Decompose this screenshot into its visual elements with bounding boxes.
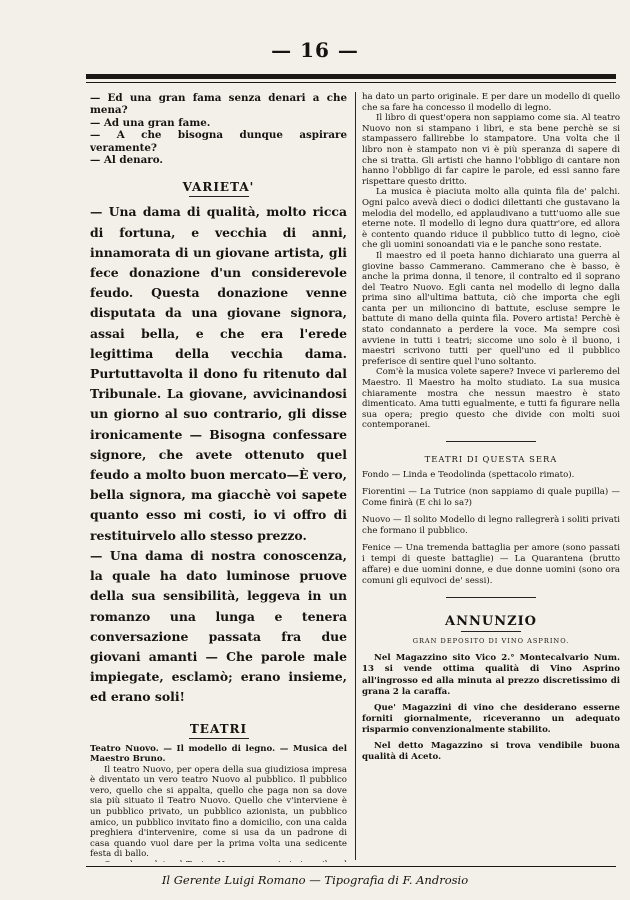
varieta-paragraph: — Una dama di nostra conoscenza, la quale ha dato luminose pruove della sua sensibilità, leggeva in un romanzo una lunga e tenera conversazione passata fra due giovani amanti — Che parole male impiegate, esclamò; erano insieme, ed erano soli! [90,547,347,705]
theatre-listing: Nuovo — Il solito Modello di legno rallegrerà i soliti privati che formano il pubblico. [362,515,620,536]
section-separator [446,441,536,442]
header-rule-thin [86,82,616,83]
heading-underline [461,631,521,632]
heading-underline [189,738,249,739]
theatre-listing: Fenice — Una tremenda battaglia per amore (sono passati i tempi di queste battaglie) — La Quarantena (brutto affare) e due uomini donne, e due donne uomini (sono ora comuni gli equivoci de' sessi). [362,543,620,586]
varieta-paragraph: — Una dama di qualità, molto ricca di fortuna, e vecchia di anni, innamorata di un giovane artista, gli fece donazione d'un considerevole feudo. Questa donazione venne disputata da una giovane signora, assai bella, e che era l'erede legittima della vecchia dama. Purtuttavolta il dono fu ritenuto dal Tribunale. La giovane, avvicinandosi un giorno al suo contrario, gli disse ironicamente — Bisogna confessare signore, che avete ottenuto quel feudo a molto buon mercato—È vero, bella signora, ma giacchè voi sapete quanto esso mi costi, io vi offro di restituirvelo allo stesso prezzo. [90,204,347,543]
teatri-paragraph [90,860,347,862]
heading-underline [189,196,249,197]
teatri-lead-title: Teatro Nuovo. — Il modello di legno. — Musica del Maestro Bruno. [90,743,347,765]
dialogue-line: — Ed una gran fama senza denari a che mena? [90,92,347,117]
review-paragraph: Il maestro ed il poeta hanno dichiarato una guerra al giovine basso Cammerano. Cammerano che è basso, è anche la prima donna, il tenore, il contralto ed il soprano del Teatro Nuovo. Egli canta nel modello di legno dalla prima sino all'ultima battuta, ciò che importa che egli canta per un milioncino di battute, escluse sempre le battute di mano della quinta fila. Povero artista! Perchè è stato condannato a perdere la voce. Ma sempre così avviene in tutti i teatri; siccome uno solo è il buono, i maestri scrivono tutti per quell'uno ed il pubblico preferisce di sentire quel l'uno soltanto. [362,250,620,367]
annunzio-paragraph: Que' Magazzini di vino che desiderano esserne forniti giornalmente, riceveranno un adequato risparmio convenzionalmente stabilito. [362,702,620,736]
teatri-paragraph: Il teatro Nuovo, per opera della sua giudiziosa impresa è diventato un vero teatro Nuovo al pubblico. Il pubblico vero, quello che si appalta, quello che paga non sa dove sia più situato il Teatro Nuovo. Quello che v'interviene è un pubblico privato, un pubblico azionista, un pubblico amico, un pubblico invitato fino a domicilio, con una calda preghiera d'intervenire, come si usa da un padrone di casa quando vuol dare per la prima volta una sedicente festa di ballo. [90,764,347,860]
annunzio-paragraph: Nel detto Magazzino si trova vendibile buona qualità di Aceto. [362,740,620,763]
right-column [362,92,620,862]
review-paragraph: Com'è la musica volete sapere? Invece vi parleremo del Maestro. Il Maestro ha molto studiato. La sua musica chiaramente mostra che nessun maestro è stato dimenticato. Ama tutti egualmente, e tutti fa figurare nella sua opera; pregio questo che divide con molti suoi contemporanei. [362,367,620,431]
teatri-sera-heading: TEATRI DI QUESTA SERA [424,454,558,464]
footer-rule [86,866,616,867]
theatre-listing: Fondo — Linda e Teodolinda (spettacolo rimato). [362,470,575,480]
printer-footer: Il Gerente Luigi Romano — Tipografia di F. Androsio [161,873,469,887]
dialogue-line: — A che bisogna dunque aspirare veramente? [90,129,347,154]
annunzio-subheading: GRAN DEPOSITO DI VINO ASPRINO. [412,637,570,645]
review-paragraph: ha dato un parto originale. E per dare un modello di quello che sa fare ha concesso il modello di legno. [362,92,620,113]
page-number: — 16 — [271,38,359,62]
header-rule-thick [86,74,616,79]
column-divider [355,92,356,860]
varieta-heading: VARIETA' [182,180,255,195]
section-separator [446,597,536,598]
teatri-heading: TEATRI [189,721,248,736]
review-paragraph: La musica è piaciuta molto alla quinta fila de' palchi. Ogni palco avevà dieci o dodici dilettanti che gustavano la melodia del modello, ed applaudivano a tutt'uomo alle sue eterne note. Il modello di legno dura quattr'ore, ed allora è contento quando riduce il pubblico tutto di legno, cioè che gli uomini sonoandati via e le panche sono restate. [362,187,620,251]
left-column [90,92,347,862]
annunzio-heading: ANNUNZIO [445,614,537,629]
annunzio-paragraph: Nel Magazzino sito Vico 2.° Montecalvario Num. 13 si vende ottima qualità di Vino Asprino all'ingrosso ed alla minuta al prezzo discretissimo di grana 2 la caraffa. [362,653,620,698]
theatre-listing: Fiorentini — La Tutrice (non sappiamo di quale pupilla) — Come finirà (E chi lo sa?) [362,487,620,508]
dialogue-line: — Al denaro. [90,154,163,167]
review-paragraph: Il libro di quest'opera non sappiamo come sia. Al teatro Nuovo non si stampano i libri, e sta bene perchè se si stampassero fallirebbe lo stampatore. Una volta che il libro non è stampato non vi è più speranza di sapere di che si tratta. Gli artisti che hanno l'obbligo di cantare non hanno l'obbligo di far capire le parole, ed essi sanno fare rispettare questo dritto. [362,113,620,187]
dialogue-line: — Ad una gran fame. [90,116,211,129]
